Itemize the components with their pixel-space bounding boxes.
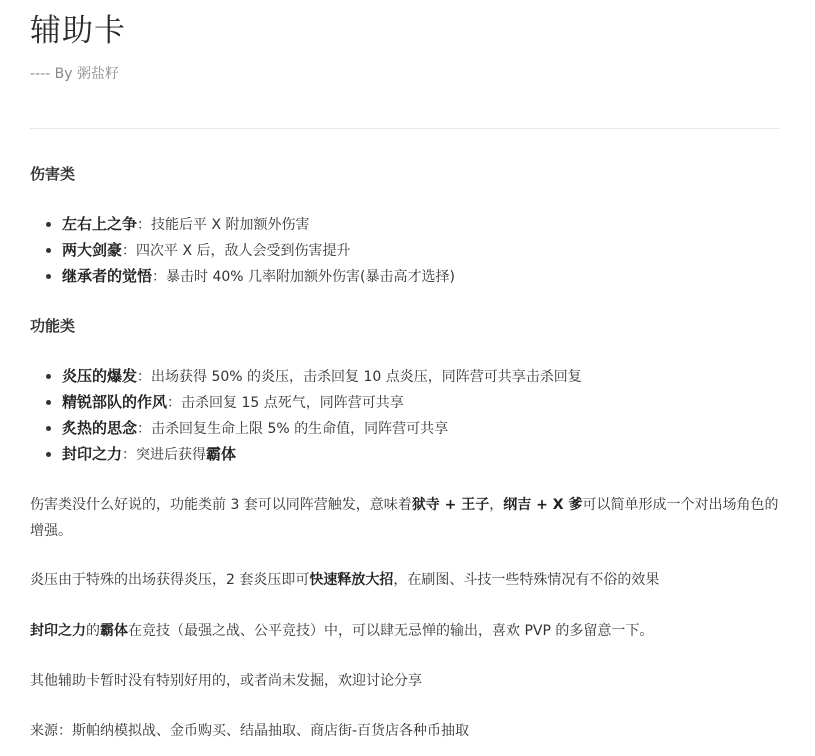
card-desc: 暴击时 40% 几率附加额外伤害(暴击高才选择): [166, 269, 455, 285]
card-desc-bold: 霸体: [206, 445, 237, 463]
paragraph-others: 其他辅助卡暂时没有特别好用的，或者尚未发掘，欢迎讨论分享: [30, 673, 422, 689]
card-desc: 击杀回复生命上限 5% 的生命值，同阵营可共享: [151, 421, 449, 437]
card-name: 两大剑豪: [62, 241, 123, 259]
section-title-damage: 伤害类: [30, 165, 76, 183]
card-desc: 突进后获得: [136, 447, 207, 463]
card-name: 继承者的觉悟: [62, 267, 153, 285]
paragraph-yanya: [30, 567, 780, 593]
separator: ：: [152, 269, 167, 285]
separator: ：: [122, 243, 137, 259]
list-item: [30, 441, 582, 467]
divider: [30, 128, 780, 129]
function-card-list: [30, 363, 582, 467]
card-name: 精锐部队的作风: [62, 393, 168, 411]
author-byline: ---- By 粥盐籽: [30, 66, 119, 82]
highlight: 快速释放大招: [309, 572, 394, 588]
highlight: 封印之力: [30, 623, 86, 639]
card-desc: 击杀回复 15 点死气，同阵营可共享: [181, 395, 404, 411]
card-desc: 出场获得 50% 的炎压，击杀回复 10 点炎压，同阵营可共享击杀回复: [151, 369, 582, 385]
paragraph-damage-summary: [30, 492, 780, 544]
list-item: [30, 415, 582, 441]
text: 的: [86, 623, 100, 639]
highlight: 狱寺 + 王子: [411, 497, 490, 513]
highlight: 纲吉 + X 爹: [503, 497, 583, 513]
highlight: 霸体: [100, 623, 128, 639]
text: ，: [489, 497, 504, 513]
paragraph-seal: [30, 618, 780, 644]
separator: ：: [167, 395, 182, 411]
card-name: 左右上之争: [62, 215, 138, 233]
text: 伤害类没什么好说的，功能类前 3 套可以同阵营触发，意味着: [30, 497, 412, 513]
card-name: 炙热的思念: [62, 419, 138, 437]
damage-card-list: [30, 211, 455, 289]
section-title-function: 功能类: [30, 317, 76, 335]
card-desc: 技能后平 X 附加额外伤害: [151, 217, 310, 233]
separator: ：: [122, 447, 137, 463]
separator: ：: [137, 369, 152, 385]
paragraph-source: 来源：斯帕纳模拟战、金币购买、结晶抽取、商店街-百货店各种币抽取: [30, 723, 470, 739]
text: 炎压由于特殊的出场获得炎压，2 套炎压即可: [30, 572, 310, 588]
separator: ：: [137, 217, 152, 233]
list-item: [30, 237, 455, 263]
card-name: 封印之力: [62, 445, 123, 463]
list-item: [30, 389, 582, 415]
list-item: [30, 363, 582, 389]
card-name: 炎压的爆发: [62, 367, 138, 385]
text: 可以简单形成一个对出场角色的增强。: [30, 497, 779, 539]
list-item: [30, 263, 455, 289]
list-item: [30, 211, 455, 237]
card-desc: 四次平 X 后，敌人会受到伤害提升: [136, 243, 351, 259]
text: 在竞技（最强之战、公平竞技）中，可以肆无忌惮的输出，喜欢 PVP 的多留意一下。: [128, 623, 654, 639]
text: ，在刷图、斗技一些特殊情况有不俗的效果: [393, 572, 660, 588]
separator: ：: [137, 421, 152, 437]
page-title: 辅助卡: [30, 13, 126, 49]
